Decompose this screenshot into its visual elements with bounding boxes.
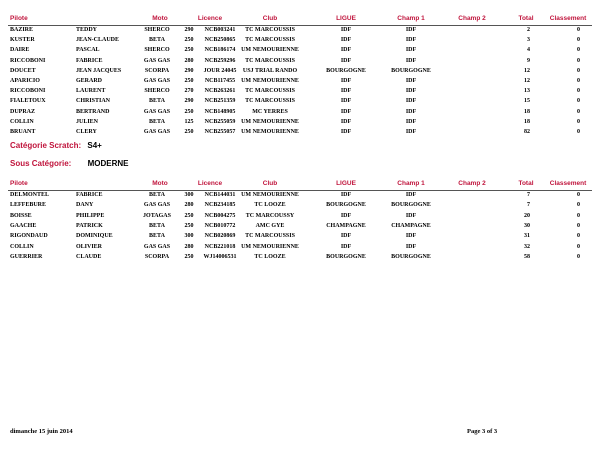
cell-prenom: OLIVIER xyxy=(76,243,103,250)
cell-licence: WJ14006531 xyxy=(203,253,237,260)
cell-moto: SHERCO xyxy=(144,27,170,33)
cell-nom: BOISSE xyxy=(10,212,32,219)
cell-total: 3 xyxy=(527,37,530,44)
header-total: Total xyxy=(518,15,534,22)
cell-classement: 0 xyxy=(577,118,580,125)
cell-total: 7 xyxy=(527,202,530,209)
cell-nom: BRUANT xyxy=(10,129,36,135)
table-row xyxy=(8,129,592,139)
cell-total: 18 xyxy=(524,118,530,125)
cell-nom: DELMONTEL xyxy=(10,192,50,198)
cell-champ1: IDF xyxy=(405,78,417,84)
cell-nom: DAIRE xyxy=(10,47,30,54)
cell-champ1: IDF xyxy=(405,233,417,240)
cell-total: 82 xyxy=(524,129,530,135)
cell-licence: NCB255059 xyxy=(204,118,236,125)
table-row xyxy=(8,233,592,243)
cell-prenom: PASCAL xyxy=(76,47,100,54)
cell-champ1: IDF xyxy=(405,37,417,44)
header-champ1: Champ 1 xyxy=(397,180,425,187)
cell-ligue: IDF xyxy=(340,88,352,95)
cell-nom: BAZIRE xyxy=(10,27,34,33)
cell-prenom: DANY xyxy=(76,202,94,209)
cell-champ1: IDF xyxy=(405,47,417,54)
cell-moto: BETA xyxy=(149,37,165,44)
cell-champ1: IDF xyxy=(405,57,417,64)
cell-licence: NCB010772 xyxy=(204,222,236,229)
cell-licence: NCB250865 xyxy=(204,37,236,44)
cell-moto: GAS GAS xyxy=(143,108,171,115)
header-pilote: Pilote xyxy=(10,180,28,187)
cell-champ1: IDF xyxy=(405,243,417,250)
cell-prenom: JULIEN xyxy=(76,118,99,125)
cell-total: 15 xyxy=(524,98,530,105)
table-row xyxy=(8,27,592,37)
cell-licence: NCB117455 xyxy=(204,78,236,84)
cell-ligue: IDF xyxy=(340,129,352,135)
cell-moto: BETA xyxy=(149,118,165,125)
cell-club: TC MARCOUSSIS xyxy=(245,88,295,95)
header-ligue: LIGUE xyxy=(336,15,356,22)
sous-categorie-label: Sous Catégorie: xyxy=(10,159,72,168)
table-row xyxy=(8,213,592,223)
cell-total: 20 xyxy=(524,212,530,219)
cell-prenom: GERARD xyxy=(76,78,103,84)
table-row xyxy=(8,244,592,254)
cell-club: TC LOOZE xyxy=(254,253,286,260)
cell-total: 58 xyxy=(524,253,530,260)
cell-cc: 250 xyxy=(184,37,194,44)
header-champ2: Champ 2 xyxy=(458,15,486,22)
cell-prenom: FABRICE xyxy=(76,57,103,64)
header-licence: Licence xyxy=(197,180,223,187)
cell-cc: 290 xyxy=(184,67,194,74)
footer-date: dimanche 15 juin 2014 xyxy=(10,428,73,435)
cell-nom: RICCOBONI xyxy=(10,57,46,64)
cell-prenom: BERTRAND xyxy=(76,108,110,115)
cell-classement: 0 xyxy=(577,253,580,260)
cell-cc: 250 xyxy=(184,47,194,54)
cell-prenom: LAURENT xyxy=(76,88,106,95)
cell-classement: 0 xyxy=(577,243,580,250)
cell-club: UM NEMOURIENNE xyxy=(241,47,299,54)
cell-cc: 125 xyxy=(184,118,194,125)
cell-nom: DUPRAZ xyxy=(10,108,35,115)
cell-prenom: PATRICK xyxy=(76,222,103,229)
table2-header-rule xyxy=(8,190,592,191)
cell-classement: 0 xyxy=(577,78,580,84)
table-row xyxy=(8,254,592,264)
table-row xyxy=(8,68,592,78)
cell-cc: 250 xyxy=(184,212,194,219)
categorie-value: S4+ xyxy=(87,141,102,150)
cell-cc: 250 xyxy=(184,129,194,135)
cell-total: 9 xyxy=(527,57,530,64)
cell-prenom: CLERY xyxy=(76,129,97,135)
cell-ligue: IDF xyxy=(340,78,352,84)
header-total: Total xyxy=(518,180,534,187)
cell-moto: BETA xyxy=(149,192,165,198)
cell-nom: GAACHE xyxy=(10,222,37,229)
cell-nom: KUSTER xyxy=(10,37,35,44)
cell-club: MC YERRES xyxy=(252,108,288,115)
sous-categorie xyxy=(10,159,128,168)
cell-prenom: JEAN JACQUES xyxy=(76,67,122,74)
cell-club: USJ TRIAL RANDO xyxy=(242,67,298,74)
cell-classement: 0 xyxy=(577,67,580,74)
cell-cc: 280 xyxy=(184,202,194,209)
cell-club: TC MARCOUSSY xyxy=(245,212,295,219)
cell-total: 2 xyxy=(527,27,530,33)
cell-ligue: IDF xyxy=(340,47,352,54)
cell-licence: NCB221018 xyxy=(204,243,236,250)
cell-licence: NCB020869 xyxy=(204,233,236,240)
table-row xyxy=(8,58,592,68)
cell-nom: COLLIN xyxy=(10,243,34,250)
categorie-label: Catégorie Scratch: xyxy=(10,141,82,150)
cell-licence: NCB259296 xyxy=(204,57,236,64)
cell-prenom: DOMINIQUE xyxy=(76,233,113,240)
cell-classement: 0 xyxy=(577,129,580,135)
cell-nom: FIALETOUX xyxy=(10,98,46,105)
cell-nom: RIGONDAUD xyxy=(10,233,48,240)
cell-cc: 280 xyxy=(184,243,194,250)
cell-prenom: JEAN-CLAUDE xyxy=(76,37,120,44)
cell-ligue: CHAMPAGNE xyxy=(326,222,366,229)
cell-ligue: IDF xyxy=(340,27,352,33)
cell-licence: NCB234185 xyxy=(204,202,236,209)
table-row xyxy=(8,98,592,108)
cell-cc: 250 xyxy=(184,108,194,115)
cell-licence: NCB255057 xyxy=(204,129,236,135)
cell-classement: 0 xyxy=(577,233,580,240)
cell-classement: 0 xyxy=(577,57,580,64)
cell-champ1: BOURGOGNE xyxy=(391,253,431,260)
cell-classement: 0 xyxy=(577,192,580,198)
table-row xyxy=(8,202,592,212)
cell-moto: BETA xyxy=(149,222,165,229)
header-classement: Classement xyxy=(549,15,587,22)
cell-champ1: IDF xyxy=(405,212,417,219)
cell-champ1: IDF xyxy=(405,118,417,125)
cell-cc: 250 xyxy=(184,222,194,229)
cell-total: 31 xyxy=(524,233,530,240)
cell-ligue: IDF xyxy=(340,118,352,125)
cell-ligue: IDF xyxy=(340,192,352,198)
cell-nom: RICCOBONI xyxy=(10,88,46,95)
cell-ligue: BOURGOGNE xyxy=(326,253,366,260)
cell-cc: 290 xyxy=(184,27,194,33)
cell-prenom: TEDDY xyxy=(76,27,98,33)
header-moto: Moto xyxy=(152,180,168,187)
header-pilote: Pilote xyxy=(10,15,28,22)
cell-prenom: CLAUDE xyxy=(76,253,102,260)
sous-categorie-value: MODERNE xyxy=(87,159,129,168)
cell-moto: SCORPA xyxy=(144,253,170,260)
cell-cc: 250 xyxy=(184,253,194,260)
cell-moto: GAS GAS xyxy=(143,202,171,209)
cell-classement: 0 xyxy=(577,212,580,219)
header-licence: Licence xyxy=(197,15,223,22)
cell-total: 30 xyxy=(524,222,530,229)
cell-prenom: PHILIPPE xyxy=(76,212,105,219)
cell-club: TC MARCOUSSIS xyxy=(245,27,295,33)
cell-moto: BETA xyxy=(149,233,165,240)
table1-header xyxy=(8,14,592,25)
table2-header xyxy=(8,179,592,190)
table-row xyxy=(8,88,592,98)
cell-champ1: IDF xyxy=(405,27,417,33)
cell-cc: 270 xyxy=(184,88,194,95)
cell-ligue: IDF xyxy=(340,108,352,115)
header-champ2: Champ 2 xyxy=(458,180,486,187)
cell-champ1: BOURGOGNE xyxy=(391,67,431,74)
cell-total: 12 xyxy=(524,78,530,84)
cell-champ1: BOURGOGNE xyxy=(391,202,431,209)
cell-classement: 0 xyxy=(577,88,580,95)
cell-total: 4 xyxy=(527,47,530,54)
cell-nom: LEFFEBURE xyxy=(10,202,47,209)
cell-total: 7 xyxy=(527,192,530,198)
table1-header-rule xyxy=(8,25,592,26)
cell-ligue: IDF xyxy=(340,57,352,64)
cell-licence: NCB148905 xyxy=(204,108,236,115)
cell-classement: 0 xyxy=(577,47,580,54)
cell-moto: GAS GAS xyxy=(143,57,171,64)
cell-club: UM NEMOURIENNE xyxy=(241,118,299,125)
cell-nom: GUERRIER xyxy=(10,253,43,260)
cell-prenom: FABRICE xyxy=(76,192,103,198)
cell-licence: NCB251359 xyxy=(204,98,236,105)
footer-page-number: Page 3 of 3 xyxy=(467,428,498,435)
table-row xyxy=(8,78,592,88)
cell-cc: 290 xyxy=(184,98,194,105)
table-row xyxy=(8,119,592,129)
cell-nom: APARICIO xyxy=(10,78,40,84)
header-ligue: LIGUE xyxy=(336,180,356,187)
cell-ligue: IDF xyxy=(340,212,352,219)
cell-moto: BETA xyxy=(149,98,165,105)
cell-cc: 300 xyxy=(184,192,194,198)
cell-classement: 0 xyxy=(577,202,580,209)
cell-cc: 250 xyxy=(184,78,194,84)
header-club: Club xyxy=(262,180,278,187)
cell-champ1: CHAMPAGNE xyxy=(391,222,431,229)
cell-ligue: IDF xyxy=(340,98,352,105)
cell-champ1: IDF xyxy=(405,98,417,105)
cell-club: TC MARCOUSSIS xyxy=(245,98,295,105)
cell-club: TC MARCOUSSIS xyxy=(245,37,295,44)
cell-club: AMC GYE xyxy=(255,222,285,229)
cell-total: 12 xyxy=(524,67,530,74)
cell-nom: COLLIN xyxy=(10,118,34,125)
cell-club: UM NEMOURIENNE xyxy=(241,78,299,84)
header-club: Club xyxy=(262,15,278,22)
cell-licence: JOUR 24045 xyxy=(203,67,237,74)
cell-classement: 0 xyxy=(577,222,580,229)
cell-ligue: IDF xyxy=(340,243,352,250)
cell-classement: 0 xyxy=(577,27,580,33)
cell-licence: NCB003241 xyxy=(204,27,236,33)
cell-moto: SHERCO xyxy=(144,88,170,95)
table-row xyxy=(8,109,592,119)
cell-ligue: IDF xyxy=(340,37,352,44)
cell-moto: SHERCO xyxy=(144,47,170,54)
cell-prenom: CHRISTIAN xyxy=(76,98,111,105)
cell-classement: 0 xyxy=(577,108,580,115)
header-moto: Moto xyxy=(152,15,168,22)
categorie-scratch xyxy=(10,141,102,150)
cell-club: TC MARCOUSSIS xyxy=(245,57,295,64)
cell-club: TC MARCOUSSIS xyxy=(245,233,295,240)
cell-champ1: IDF xyxy=(405,88,417,95)
cell-ligue: BOURGOGNE xyxy=(326,202,366,209)
cell-champ1: IDF xyxy=(405,192,417,198)
cell-total: 13 xyxy=(524,88,530,95)
cell-cc: 280 xyxy=(184,57,194,64)
cell-licence: NCB144031 xyxy=(204,192,236,198)
header-champ1: Champ 1 xyxy=(397,15,425,22)
cell-total: 18 xyxy=(524,108,530,115)
header-classement: Classement xyxy=(549,180,587,187)
cell-club: UM NEMOURIENNE xyxy=(241,129,299,135)
table-row xyxy=(8,37,592,47)
cell-total: 32 xyxy=(524,243,530,250)
cell-classement: 0 xyxy=(577,98,580,105)
cell-nom: DOUCET xyxy=(10,67,36,74)
cell-moto: GAS GAS xyxy=(143,243,171,250)
table-row xyxy=(8,192,592,202)
table-row xyxy=(8,223,592,233)
cell-champ1: IDF xyxy=(405,129,417,135)
cell-cc: 300 xyxy=(184,233,194,240)
cell-ligue: BOURGOGNE xyxy=(326,67,366,74)
cell-classement: 0 xyxy=(577,37,580,44)
cell-moto: GAS GAS xyxy=(143,129,171,135)
cell-club: UM NEMOURIENNE xyxy=(241,192,299,198)
cell-licence: NCB263261 xyxy=(204,88,236,95)
cell-moto: SCORPA xyxy=(144,67,170,74)
cell-champ1: IDF xyxy=(405,108,417,115)
table-row xyxy=(8,47,592,57)
cell-club: UM NEMOURIENNE xyxy=(241,243,299,250)
cell-moto: JOTAGAS xyxy=(143,212,171,219)
cell-licence: NCB186174 xyxy=(204,47,236,54)
cell-club: TC LOOZE xyxy=(254,202,286,209)
cell-licence: NCB004275 xyxy=(204,212,236,219)
cell-ligue: IDF xyxy=(340,233,352,240)
cell-moto: GAS GAS xyxy=(143,78,171,84)
